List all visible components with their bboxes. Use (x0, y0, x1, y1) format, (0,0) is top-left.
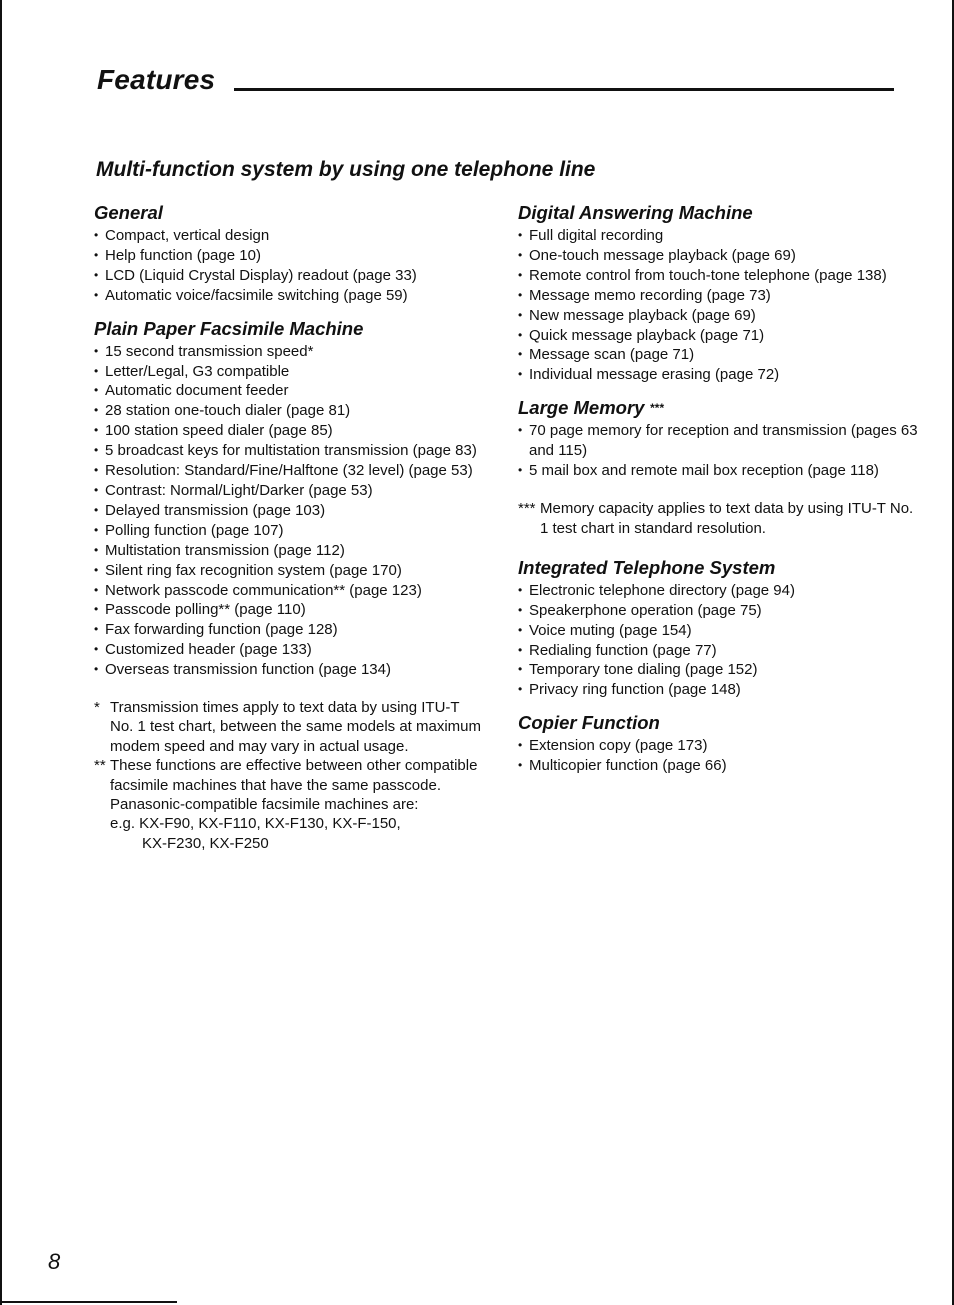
telephone-list (518, 581, 918, 700)
list-item: • Automatic voice/facsimile switching (page 59) (94, 286, 484, 306)
footnote-1 (94, 698, 484, 756)
memory-heading (518, 395, 918, 421)
list-item: • Delayed transmission (page 103) (94, 501, 484, 521)
list-item: • Letter/Legal, G3 compatible (94, 362, 484, 382)
list-item: • New message playback (page 69) (518, 306, 918, 326)
memory-footnote (518, 499, 918, 539)
telephone-heading: Integrated Telephone System (518, 556, 776, 578)
list-item: • Individual message erasing (page 72) (518, 365, 918, 385)
memory-footnote-text: Memory capacity applies to text data by using ITU-T No. 1 test chart in standard resolution. (540, 499, 914, 537)
memory-heading-mark: *** (649, 401, 664, 416)
list-item: • Silent ring fax recognition system (page 170) (94, 561, 484, 581)
fax-heading: Plain Paper Facsimile Machine (94, 317, 364, 339)
list-item: • Quick message playback (page 71) (518, 326, 918, 346)
list-item: • Remote control from touch-tone telephone (page 138) (518, 266, 918, 286)
list-item: • Network passcode communication** (page 123) (94, 581, 484, 601)
footnote-1-mark: * (94, 699, 100, 717)
footnote-2-example-line1: e.g. KX-F90, KX-F110, KX-F130, KX-F-150, (110, 815, 401, 833)
list-item: • Automatic document feeder (94, 381, 484, 401)
left-column (94, 200, 484, 853)
answering-list (518, 226, 918, 385)
list-item: • Temporary tone dialing (page 152) (518, 660, 918, 680)
list-item: • Resolution: Standard/Fine/Halftone (32 level) (page 53) (94, 461, 484, 481)
list-item: • 70 page memory for reception and transmission (pages 63 and 115) (518, 421, 918, 461)
list-item: • Fax forwarding function (page 128) (94, 620, 484, 640)
list-item: • Customized header (page 133) (94, 640, 484, 660)
general-list (94, 226, 484, 306)
right-column (518, 200, 918, 776)
footnote-2 (94, 756, 484, 795)
footnote-2-mark: ** (94, 757, 106, 775)
footnote-1-text: Transmission times apply to text data by using ITU-T No. 1 test chart, between the same models at maximum modem speed and may vary in actual usage. (110, 699, 481, 755)
list-item: • Voice muting (page 154) (518, 621, 918, 641)
list-item: • Contrast: Normal/Light/Darker (page 53) (94, 481, 484, 501)
list-item: • 15 second transmission speed* (94, 342, 484, 362)
copier-list (518, 736, 918, 776)
list-item: • Message scan (page 71) (518, 345, 918, 365)
bottom-rule (2, 1301, 177, 1303)
footnotes (94, 698, 484, 853)
answering-heading: Digital Answering Machine (518, 202, 753, 223)
list-item: • Passcode polling** (page 110) (94, 600, 484, 620)
list-item: • Compact, vertical design (94, 226, 484, 246)
list-item: • One-touch message playback (page 69) (518, 246, 918, 266)
fax-list (94, 342, 484, 680)
list-item: • 100 station speed dialer (page 85) (94, 421, 484, 441)
list-item: • Privacy ring function (page 148) (518, 680, 918, 700)
list-item: • Redialing function (page 77) (518, 641, 918, 661)
list-item: • LCD (Liquid Crystal Display) readout (page 33) (94, 266, 484, 286)
page-title: Features (97, 64, 216, 95)
list-item: • Multicopier function (page 66) (518, 756, 918, 776)
list-item: • 28 station one-touch dialer (page 81) (94, 401, 484, 421)
list-item: • Speakerphone operation (page 75) (518, 601, 918, 621)
copier-heading: Copier Function (518, 712, 660, 734)
footnote-2-text: These functions are effective between other compatible facsimile machines that have the same passcode. (110, 757, 478, 794)
footnote-2-example-line2: KX-F230, KX-F250 (142, 834, 269, 852)
list-item: • Overseas transmission function (page 134) (94, 660, 484, 680)
footnote-2-extra: Panasonic-compatible facsimile machines are: (110, 796, 419, 814)
list-item: • 5 mail box and remote mail box reception (page 118) (518, 461, 918, 481)
list-item: • 5 broadcast keys for multistation transmission (page 83) (94, 441, 484, 461)
memory-list (518, 421, 918, 481)
general-heading: General (94, 202, 163, 223)
list-item: • Full digital recording (518, 226, 918, 246)
memory-heading-text: Large Memory (518, 397, 645, 419)
memory-footnote-mark: *** (518, 499, 536, 517)
list-item: • Electronic telephone directory (page 94) (518, 581, 918, 601)
list-item: • Message memo recording (page 73) (518, 286, 918, 306)
section-title: Multi-function system by using one telephone line (96, 158, 596, 181)
list-item: • Extension copy (page 173) (518, 736, 918, 756)
page-number: 8 (48, 1249, 61, 1274)
title-rule (234, 88, 894, 91)
list-item: • Polling function (page 107) (94, 521, 484, 541)
list-item: • Help function (page 10) (94, 246, 484, 266)
list-item: • Multistation transmission (page 112) (94, 541, 484, 561)
